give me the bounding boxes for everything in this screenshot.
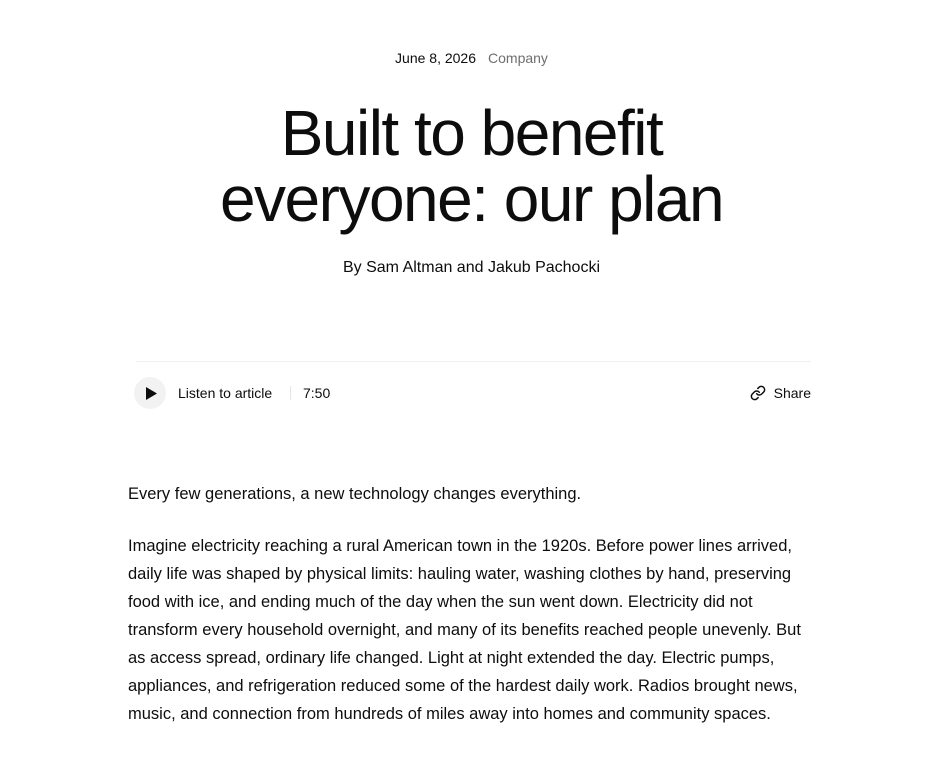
listen-to-article-button[interactable]: Listen to article (178, 385, 273, 401)
play-icon (146, 387, 157, 400)
page-title (0, 97, 943, 235)
article-paragraph: Every few generations, a new technology changes everything. (128, 485, 582, 503)
audio-duration: 7:50 (303, 385, 331, 401)
audio-separator (290, 386, 291, 400)
audio-player (134, 377, 811, 411)
article-paragraph: Imagine electricity reaching a rural American town in the 1920s. Before power lines arrived, daily life was shaped by physical limits: hauling water, washing clothes by hand, preserving food with ice, and ending much of the day when the sun went down. Electricity did not transform every household overnight, and many of its benefits reached people unevenly. But as access spread, ordinary life changed. Light at night extended the day. Electric pumps, appliances, and refrigeration reduced some of the hardest daily work. Radios brought news, music, and connection from hundreds of miles away into homes and community spaces. (128, 537, 801, 723)
play-button[interactable] (134, 377, 166, 409)
share-button[interactable] (750, 384, 811, 402)
category-link[interactable]: Company (488, 50, 548, 66)
link-icon (750, 385, 766, 401)
share-label: Share (773, 385, 811, 401)
article-meta (0, 48, 943, 68)
publish-date: June 8, 2026 (395, 50, 477, 66)
divider (136, 361, 811, 362)
byline: By Sam Altman and Jakub Pachocki (342, 259, 601, 276)
title-line-2: everyone: our plan (219, 163, 724, 235)
title-line-1: Built to benefit (280, 97, 663, 169)
article-body (128, 480, 818, 752)
